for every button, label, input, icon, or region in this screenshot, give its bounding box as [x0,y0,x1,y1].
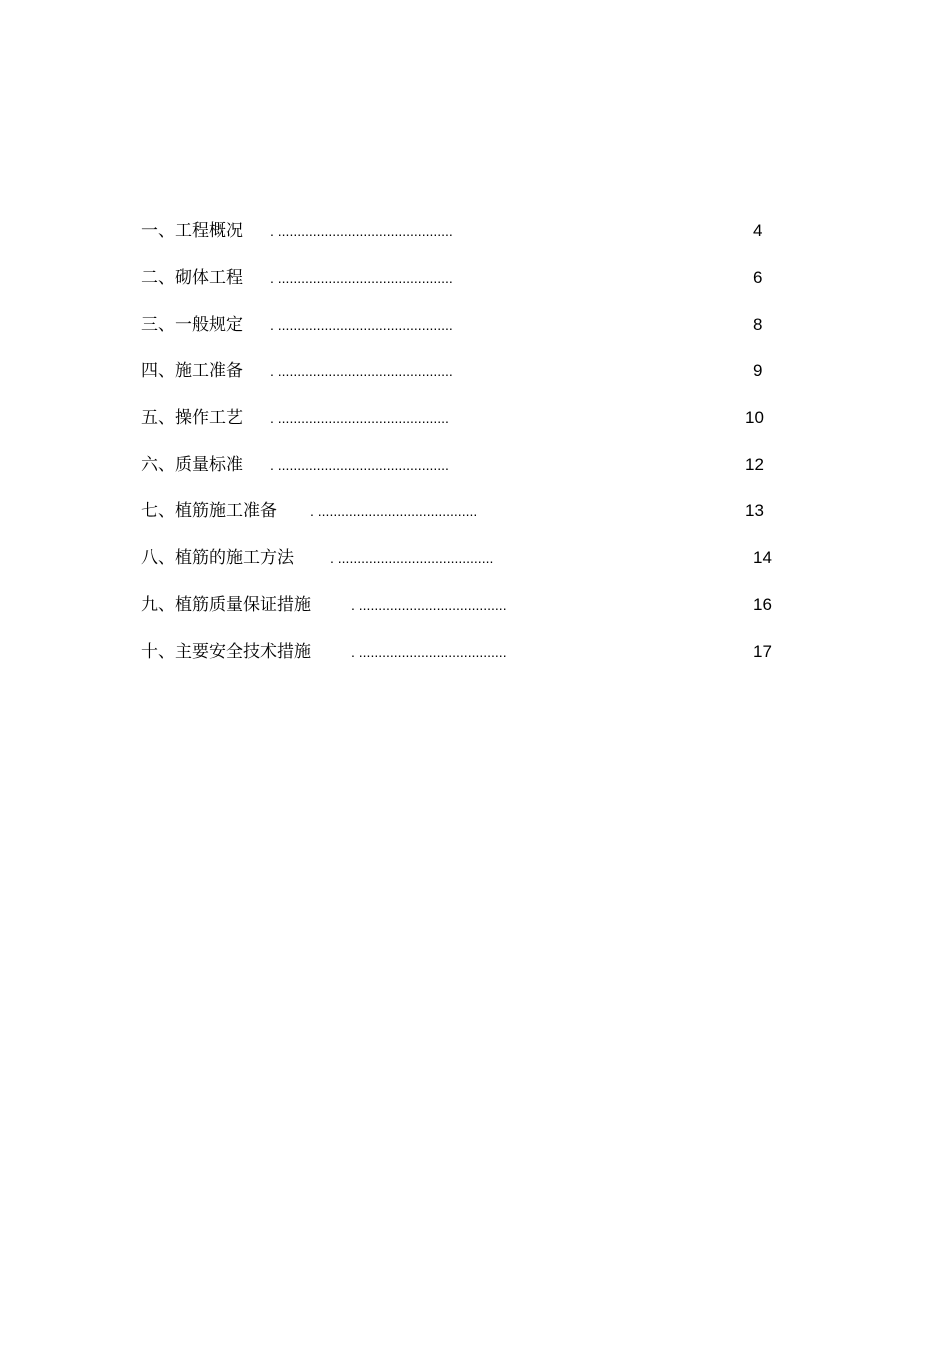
toc-entry[interactable] [0,265,950,291]
toc-page-number: 12 [745,455,764,474]
toc-page-number: 4 [753,221,763,240]
toc-entry-title: 五、操作工艺 [141,408,243,428]
toc-dot-leader: . ............................................. [270,317,453,333]
toc-page-number: 8 [753,315,763,334]
toc-dot-leader: . ............................................. [270,223,453,239]
toc-dot-leader: . ............................................ [270,457,449,473]
toc-entry-title: 四、施工准备 [141,361,243,381]
toc-dot-leader: . ............................................. [270,270,453,286]
toc-entry-title: 三、一般规定 [141,315,243,335]
toc-entry-title: 七、植筋施工准备 [141,501,277,521]
toc-dot-leader: . ......................................... [310,503,478,519]
toc-entry[interactable] [0,452,950,478]
toc-dot-leader: . ........................................ [330,550,494,566]
toc-dot-leader: . ............................................ [270,410,449,426]
toc-entry[interactable] [0,639,950,665]
toc-page-number: 16 [753,595,772,614]
toc-entry-title: 二、砌体工程 [141,268,243,288]
toc-page-number: 9 [753,361,763,380]
toc-entry-title: 六、质量标准 [141,455,243,475]
toc-entry-title: 八、植筋的施工方法 [141,548,294,568]
toc-page-number: 10 [745,408,764,427]
toc-dot-leader: . ...................................... [351,644,507,660]
toc-entry[interactable] [0,405,950,431]
toc-page-number: 6 [753,268,763,287]
toc-page-number: 14 [753,548,772,567]
toc-entry-title: 十、主要安全技术措施 [141,642,311,662]
toc-entry[interactable] [0,498,950,524]
toc-dot-leader: . ............................................. [270,363,453,379]
toc-page-number: 13 [745,501,764,520]
toc-dot-leader: . ...................................... [351,597,507,613]
toc-entry-title: 九、植筋质量保证措施 [141,595,311,615]
toc-entry-title: 一、工程概况 [141,221,243,241]
toc-entry[interactable] [0,312,950,338]
toc-page-number: 17 [753,642,772,661]
toc-entry[interactable] [0,358,950,384]
toc-entry[interactable] [0,545,950,571]
toc-entry[interactable] [0,218,950,244]
toc-entry[interactable] [0,592,950,618]
